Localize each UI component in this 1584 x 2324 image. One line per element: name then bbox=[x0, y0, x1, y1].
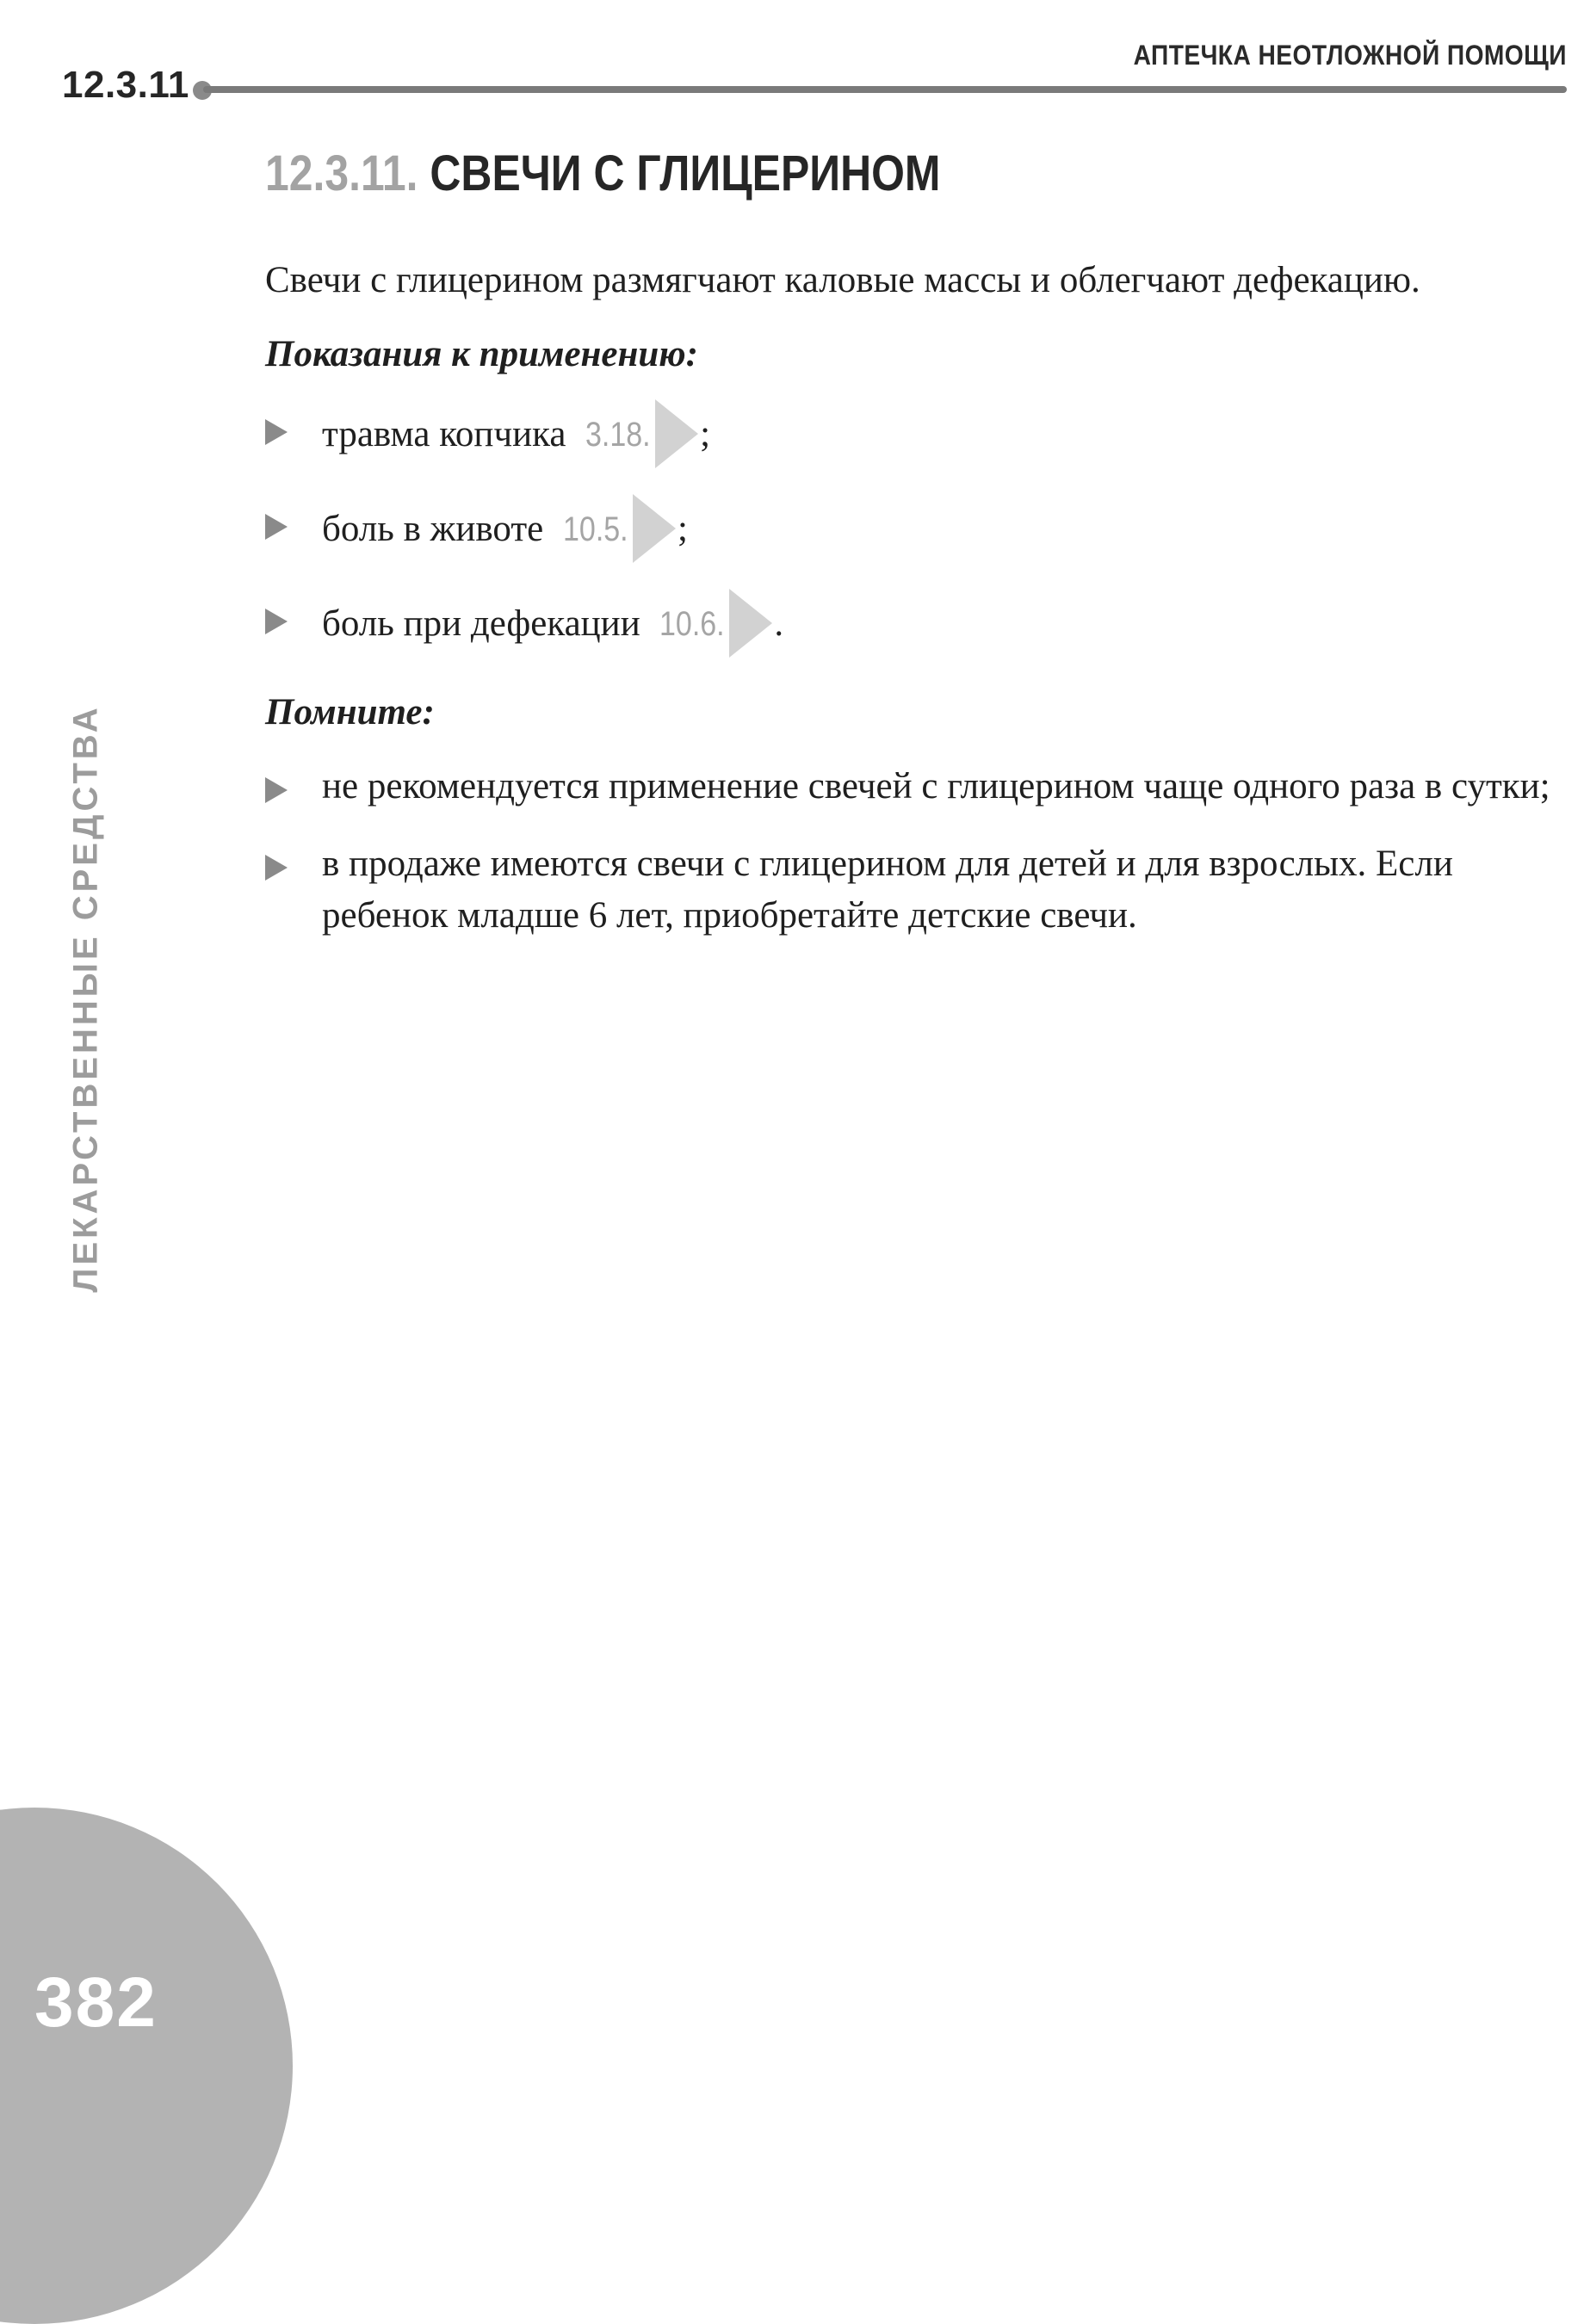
list-item bbox=[265, 592, 1556, 661]
remember-list bbox=[265, 761, 1556, 942]
intro-paragraph: Свечи с глицерином размягчают каловые массы и облегчают дефекацию. bbox=[265, 259, 1420, 300]
list-item bbox=[265, 403, 1556, 472]
bullet-arrow-icon bbox=[265, 855, 288, 881]
section-title-number: 12.3.11. bbox=[265, 145, 418, 201]
list-item-text: боль в животе bbox=[322, 508, 544, 549]
cross-reference-link[interactable]: 10.5. bbox=[562, 510, 628, 548]
list-item-text: травма копчика bbox=[322, 413, 566, 454]
list-item-punct: ; bbox=[677, 508, 688, 549]
cross-reference-arrow-icon[interactable] bbox=[655, 399, 698, 468]
list-item bbox=[265, 761, 1556, 813]
bullet-arrow-icon bbox=[265, 609, 288, 634]
remember-heading: Помните: bbox=[265, 691, 435, 732]
page-number: 382 bbox=[34, 1963, 158, 2042]
bullet-arrow-icon bbox=[265, 777, 288, 803]
cross-reference-link[interactable]: 10.6. bbox=[659, 604, 726, 643]
running-title: АПТЕЧКА НЕОТЛОЖНОЙ ПОМОЩИ bbox=[1133, 40, 1567, 71]
indications-list bbox=[265, 403, 1556, 661]
section-title-text: СВЕЧИ С ГЛИЦЕРИНОМ bbox=[430, 145, 941, 201]
page-corner-tab bbox=[0, 1808, 293, 2324]
cross-reference-link[interactable]: 3.18. bbox=[585, 415, 651, 454]
list-item bbox=[265, 498, 1556, 566]
indications-heading: Показания к применению: bbox=[265, 333, 699, 374]
header-section-number: 12.3.11 bbox=[62, 64, 189, 106]
cross-reference-arrow-icon[interactable] bbox=[729, 589, 772, 658]
cross-reference-arrow-icon[interactable] bbox=[633, 494, 676, 563]
bullet-arrow-icon bbox=[265, 419, 288, 445]
list-item-punct: ; bbox=[700, 413, 711, 454]
header-rule bbox=[203, 86, 1567, 93]
list-item-punct: . bbox=[774, 603, 784, 644]
list-item-text: не рекомендуется применение свечей с глицерином чаще одного раза в сутки; bbox=[322, 765, 1550, 807]
list-item-text: в продаже имеются свечи с глицерином для детей и для взрослых. Если ребенок младше 6 лет, приобретайте детские свечи. bbox=[322, 843, 1453, 936]
page-content bbox=[265, 146, 1556, 967]
list-item-text: боль при дефекации bbox=[322, 603, 640, 644]
bullet-arrow-icon bbox=[265, 514, 288, 540]
side-chapter-label: ЛЕКАРСТВЕННЫЕ СРЕДСТВА bbox=[66, 704, 105, 1293]
list-item bbox=[265, 838, 1556, 942]
section-title bbox=[265, 146, 1376, 201]
